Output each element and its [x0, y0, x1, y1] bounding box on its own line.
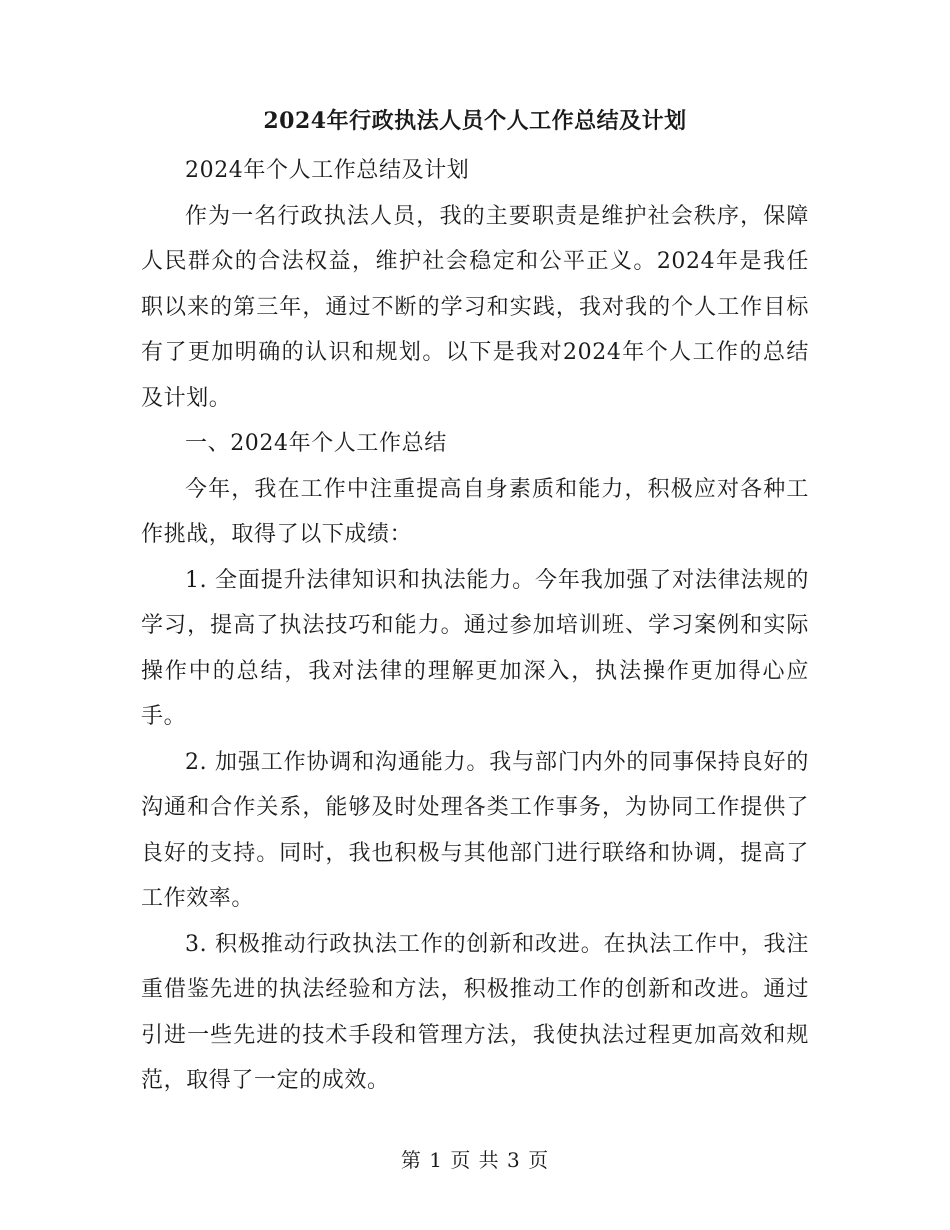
- section-heading: 一、2024年个人工作总结: [185, 431, 447, 456]
- document-body: [141, 104, 809, 1104]
- list-item: 2. 加强工作协调和沟通能力。我与部门内外的同事保持良好的沟通和合作关系，能够及时处理各类工作事务，为协同工作提供了良好的支持。同时，我也积极与其他部门进行联络和协调，提高了工作效率。: [141, 749, 809, 911]
- list-item: 1. 全面提升法律知识和执法能力。今年我加强了对法律法规的学习，提高了执法技巧和能力。通过参加培训班、学习案例和实际操作中的总结，我对法律的理解更加深入，执法操作更加得心应手。: [141, 567, 809, 729]
- document-title: 2024年行政执法人员个人工作总结及计划: [263, 108, 687, 134]
- list-item: 3. 积极推动行政执法工作的创新和改进。在执法工作中，我注重借鉴先进的执法经验和方法，积极推动工作的创新和改进。通过引进一些先进的技术手段和管理方法，我使执法过程更加高效和规范，取得了一定的成效。: [141, 931, 809, 1093]
- page-number-footer: 第 1 页 共 3 页: [400, 1148, 550, 1172]
- section-intro-paragraph: 今年，我在工作中注重提高自身素质和能力，积极应对各种工作挑战，取得了以下成绩：: [141, 476, 809, 547]
- document-subtitle: 2024年个人工作总结及计划: [185, 158, 470, 183]
- intro-paragraph: 作为一名行政执法人员，我的主要职责是维护社会秩序，保障人民群众的合法权益，维护社会稳定和公平正义。2024年是我任职以来的第三年，通过不断的学习和实践，我对我的个人工作目标有了更加明确的认识和规划。以下是我对2024年个人工作的总结及计划。: [141, 203, 809, 411]
